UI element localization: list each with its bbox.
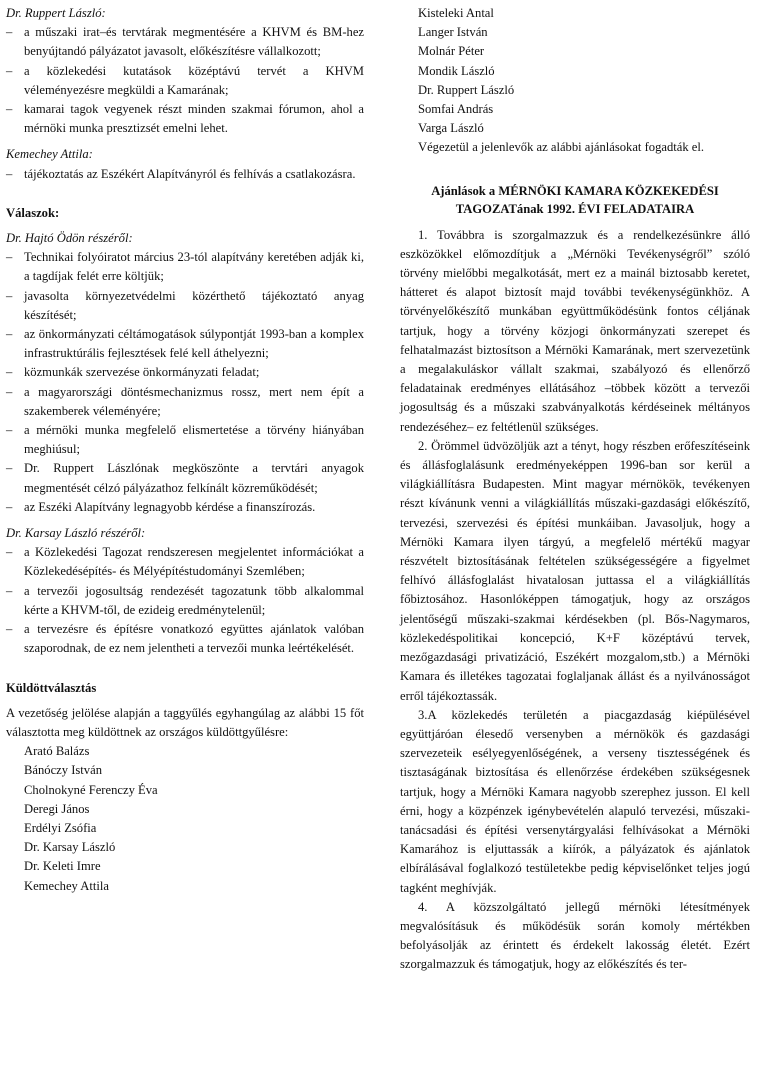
karsay-list <box>6 543 364 658</box>
right-column <box>400 4 750 975</box>
karsay-heading: Dr. Karsay László részéről: <box>6 526 146 541</box>
list-item: Varga László <box>418 121 484 136</box>
hajto-list <box>6 248 364 517</box>
answers-heading: Válaszok: <box>6 205 60 220</box>
list-item: – a tervezésre és építésre vonatkozó együttes ajánlatok valóban szaporodnak, de ez nem jelentheti a tervezői munka leértékelését. <box>6 620 364 658</box>
list-item: Kemechey Attila <box>24 878 109 893</box>
recommendations-title <box>400 182 750 218</box>
list-item: Deregi János <box>24 801 90 816</box>
delegates-heading: Küldöttválasztás <box>6 680 97 695</box>
ruppert-list <box>6 23 364 138</box>
list-item: – Dr. Ruppert Lászlónak megköszönte a tervtári anyagok megmentését célzó pályázathoz felkínált közreműködését; <box>6 459 364 497</box>
list-item: – a műszaki irat–és tervtárak megmentésére a KHVM és BM-hez benyújtandó pályázatot javasolt, előkészítésre vállalkozott; <box>6 23 364 61</box>
list-item: – kamarai tagok vegyenek részt minden szakmai fórumon, ahol a mérnöki munka presztizsét emelni lehet. <box>6 100 364 138</box>
list-item: Cholnokyné Ferenczy Éva <box>24 782 158 797</box>
list-item: Dr. Keleti Imre <box>24 859 101 874</box>
list-item: Langer István <box>418 25 488 40</box>
list-item: – tájékoztatás az Eszékért Alapítványról és felhívás a csatlakozásra. <box>6 165 364 184</box>
list-item: – Technikai folyóiratot március 23-tól alapítvány keretében adják ki, a tagdíjak felét erre költjük; <box>6 248 364 286</box>
list-item: Molnár Péter <box>418 44 485 59</box>
recommendation-4: 4. A közszolgáltató jellegű mérnöki létesítmények megvalósításuk és működésük során komoly mértékben befolyásolják az érintett és érdekelt lakosság életét. Ezért szorgalmazzuk és támogatjuk, hogy az előkészítés és ter- <box>400 899 750 972</box>
recommendations-title-line-1: Ajánlások a MÉRNÖKI KAMARA KÖZKEKEDÉSI <box>431 183 719 198</box>
kemechey-list <box>6 165 364 184</box>
closing-paragraph: Végezetül a jelenlevők az alábbi ajánlásokat fogadták el. <box>418 140 705 155</box>
list-item: Bánóczy István <box>24 763 102 778</box>
list-item: – a tervezői jogosultság rendezését tagozatunk több alkalommal kérte a KHVM-től, de ezideig eredménytelenül; <box>6 582 364 620</box>
list-item: Mondik László <box>418 63 495 78</box>
left-column <box>6 4 364 896</box>
delegates-list <box>6 742 364 896</box>
recommendation-3: 3.A közlekedés területén a piacgazdaság kiépülésével együttjáróan élesedő versenyben a mérnökök és gazdasági szervezeteik esélyegyenlőségének, a verseny tisztességének és tisztaságának biztosítása és ellenőrzése érdekében szükségesnek tartjuk, hogy a Mérnöki Kamara nagyobb szerephez jusson. El kell érni, hogy a közpénzek igénybevételén alapuló tervezési, műszaki-tanácsadási és építési versenytárgyalási felhívásokat a Mérnöki Kamarához is eljuttassák a kiírók, a pályázatok és ajánlatok elbírálásával foglalkozó testületekbe pedig képviselőnket teljes jogú tagként meghívják. <box>400 707 750 895</box>
list-item: – a közlekedési kutatások középtávú tervét a KHVM véleményezésre megküldi a Kamarának; <box>6 62 364 100</box>
list-item: Dr. Karsay László <box>24 840 116 855</box>
recommendation-1: 1. Továbbra is szorgalmazzuk és a rendelkezésünkre álló eszközökkel előmozdítjuk a „Mérnöki Tevékenységről” szóló törvény mielőbbi megalkotását, mert ez a mainál biztosabb keretet, hátteret és alapot biztosít majd további tevékenységünkhöz. A törvényelőkészítő munkában együttműködésünk fontos céljának tartjuk, hogy a törvény közjogi önkormányzati szerepet és felhatalmazást biztosítson a Mérnöki Kamarának, mert szervezetünk a megalakuláskor vállalt szakmai, szabályozó és ellenőrző feladatainak eredményes ellátásához –többek között a tervezői jogosultság és a műszaki szabványalkotás kérdéseinek méltányos rendezéséhez– ez feltétlenül szükséges. <box>400 227 750 434</box>
recommendations-title-line-2: TAGOZATának 1992. ÉVI FELADATAIRA <box>455 201 695 216</box>
hajto-heading: Dr. Hajtó Ödön részéről: <box>6 231 133 246</box>
list-item: – közmunkák szervezése önkormányzati feladat; <box>6 363 364 382</box>
list-item: Erdélyi Zsófia <box>24 820 97 835</box>
ruppert-heading: Dr. Ruppert László: <box>6 6 106 20</box>
kemechey-heading: Kemechey Attila: <box>6 147 93 162</box>
list-item: – a mérnöki munka megfelelő elismertetése a törvény hiányában meghiúsul; <box>6 421 364 459</box>
list-item: – az önkormányzati céltámogatások súlypontját 1993-ban a komplex infrastruktúrális fejlesztések felé kell áthelyezni; <box>6 325 364 363</box>
list-item: – javasolta környezetvédelmi közérthető tájékoztató anyag készítését; <box>6 287 364 325</box>
delegates-list-continued <box>400 4 750 138</box>
list-item: – a magyarországi döntésmechanizmus rossz, mert nem épít a szakemberek véleményére; <box>6 383 364 421</box>
list-item: – a Közlekedési Tagozat rendszeresen megjelentet információkat a Közlekedésépítés- és Mélyépítéstudományi Szemlében; <box>6 543 364 581</box>
delegates-intro: A vezetőség jelölése alapján a taggyűlés egyhangúlag az alábbi 15 főt választotta meg küldöttnek az országos küldöttgyűlésre: <box>6 705 364 739</box>
list-item: Dr. Ruppert László <box>418 82 515 97</box>
list-item: – az Eszéki Alapítvány legnagyobb kérdése a finanszírozás. <box>6 498 364 517</box>
recommendation-2: 2. Örömmel üdvözöljük azt a tényt, hogy részben erőfeszítéseink és állásfoglalásunk eredményeképpen 1996-ban sor kerül a világkiállításra Budapesten. Mint magyar mérnökök, tevékenyen részt kívánunk venni a világkiállítás műszaki-gazdasági előkészítő, tervezési, szervezési és építési munkáiban. Javasoljuk, hogy a Mérnöki Kamara ilyen tárgyú, a megfelelő mértékű magyar részvételt biztosításának feltételen szükségességére a figyelmet felhívó állásfoglalást hivatalosan juttassa el a világkiállítás főbiztosához. Hasonlóképpen támogatjuk, hogy az országos jelentőségű műszaki-szakmai kérdésekben (pl. Bős-Nagymaros, közlekedéspolitikai koncepció, K+F középtávú tervek, mezőgazdasági privatizáció, Eszékért mozgalom,stb.) a Mérnöki Kamara és illetékes tagozatai foglaljanak állást és a nyilvánosságot erről tájékoztassák. <box>400 438 750 703</box>
list-item: Kisteleki Antal <box>418 6 494 20</box>
list-item: Arató Balázs <box>24 744 90 759</box>
list-item: Somfai András <box>418 102 494 117</box>
